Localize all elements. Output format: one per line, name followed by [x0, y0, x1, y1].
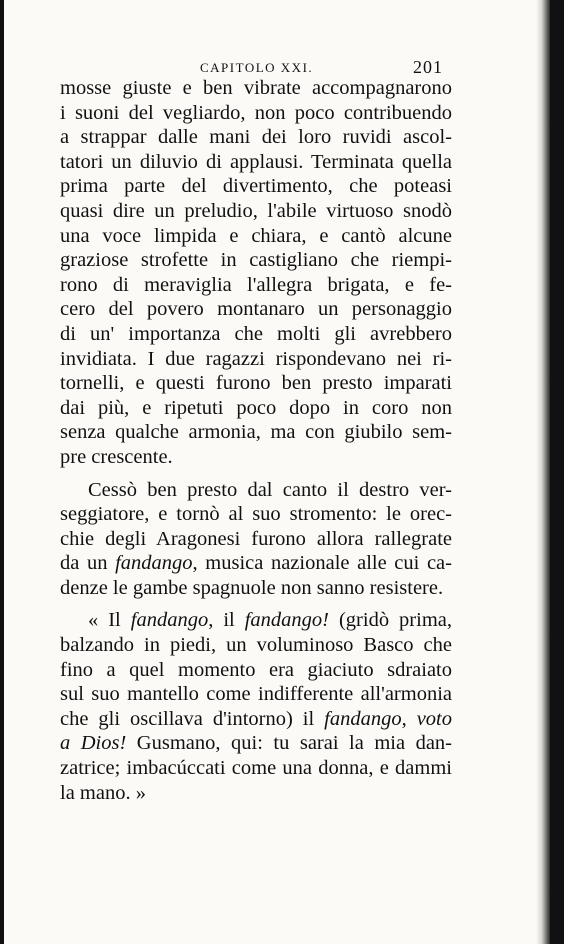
text-line: denze le gambe spagnuole non sanno resistere. — [60, 576, 444, 599]
text-line: di un' importanza che molti gli avrebbero — [60, 322, 452, 345]
text-line — [60, 731, 452, 756]
text-run: che gli oscillava d'intorno) il — [60, 707, 325, 730]
text-line: sul suo mantello come indifferente all'armonia — [60, 683, 452, 706]
text-line: prima parte del divertimento, che poteasi — [60, 175, 452, 198]
text-line: una voce limpida e chiara, e cantò alcune — [60, 224, 452, 247]
italic-word: fandango — [130, 609, 209, 632]
text-line: invidiata. I due ragazzi rispondevano nei ri- — [60, 347, 452, 370]
text-line: Cessò ben presto dal canto il destro ver- — [88, 478, 452, 501]
paragraph — [60, 478, 452, 601]
text-line: graziose strofette in castigliano che riempi- — [60, 249, 452, 272]
chapter-title: CAPITOLO XXI. — [200, 60, 314, 75]
text-line: chie degli Aragonesi furono allora rallegrate — [60, 527, 452, 550]
text-line: quasi dire un preludio, l'abile virtuoso snodò — [60, 199, 452, 222]
text-run: , — [401, 707, 417, 730]
paragraph — [60, 76, 452, 470]
text-line: mosse giuste e ben vibrate accompagnarono — [60, 77, 452, 99]
paragraph — [60, 608, 452, 805]
text-run: (gridò prima, — [328, 609, 452, 632]
text-line: dai più, e ripetuti poco dopo in coro non — [60, 396, 452, 419]
italic-word: fandango! — [244, 609, 329, 632]
text-line: pre crescente. — [60, 445, 173, 468]
book-page — [4, 0, 550, 944]
text-line — [60, 707, 452, 732]
text-line: rono di meraviglia l'allegra brigata, e fe- — [60, 273, 452, 296]
text-line: balzando in piedi, un voluminoso Basco che — [60, 634, 452, 657]
text-line: a strappar dalle mani dei loro ruvidi ascol- — [60, 126, 452, 149]
body-text — [60, 76, 452, 805]
page-number: 201 — [413, 57, 443, 77]
text-line — [60, 608, 452, 633]
text-run: da un — [60, 552, 116, 575]
text-line: seggiatore, e tornò al suo stromento: le orec- — [60, 503, 452, 526]
italic-word: voto — [416, 707, 452, 730]
text-line: zatrice; imbacúccati come una donna, e dammi — [60, 757, 452, 780]
italic-word: fandango — [324, 707, 402, 730]
page-edge-shadow — [536, 0, 550, 944]
text-line: fino a quel momento era giaciuto sdraiato — [60, 658, 452, 681]
text-line: cero del povero montanaro un personaggio — [60, 298, 452, 321]
text-run: , musica nazionale alle cui ca- — [192, 552, 452, 575]
italic-word: a Dios! — [60, 732, 127, 755]
text-line: i suoni del vegliardo, non poco contribuendo — [60, 101, 452, 124]
text-line: tornelli, e questi furono ben presto imparati — [60, 372, 452, 395]
italic-word: fandango — [115, 552, 193, 575]
text-line: tatori un diluvio di applausi. Terminata quella — [60, 150, 452, 173]
text-line — [60, 551, 452, 576]
text-run: « Il — [88, 609, 131, 632]
text-line: senza qualche armonia, ma con giubilo sem- — [60, 421, 452, 444]
text-run: Gusmano, qui: tu sarai la mia dan- — [126, 732, 452, 755]
text-run: , il — [208, 609, 245, 632]
text-line: la mano. » — [60, 781, 146, 804]
